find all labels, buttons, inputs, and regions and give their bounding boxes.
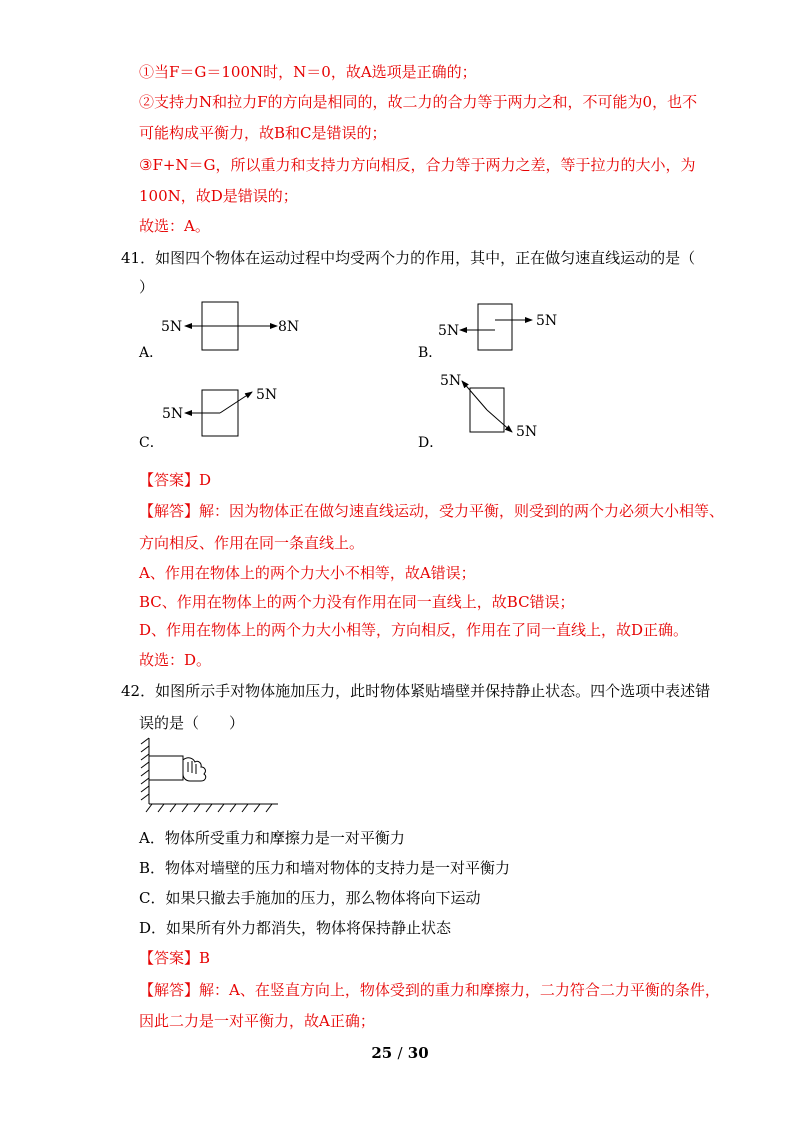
solution-line-4: ③F+N＝G，所以重力和支持力方向相反，合力等于两力之差，等于拉力的大小，为	[139, 156, 696, 174]
q42-analysis-line-2: 因此二力是一对平衡力，故A正确；	[139, 1012, 375, 1030]
solution-line-3: 可能构成平衡力，故B和C是错误的；	[139, 124, 387, 142]
q42-analysis-line-1	[139, 980, 720, 1000]
solution-line-6: 故选：A。	[139, 217, 210, 235]
q42-stem-line-1: 42．如图所示手对物体施加压力，此时物体紧贴墙壁并保持静止状态。四个选项中表述错	[121, 682, 711, 700]
q41-analysis-line-2: 方向相反、作用在同一条直线上。	[139, 534, 365, 552]
q41-option-d-letter: D．	[418, 435, 444, 451]
q41-stem-line-1: 41．如图四个物体在运动过程中均受两个力的作用，其中，正在做匀速直线运动的是（	[121, 249, 696, 267]
q41-a-right-label: 8N	[278, 319, 300, 335]
q41-option-c-letter: C．	[139, 435, 164, 451]
q41-stem-line-2: ）	[139, 278, 155, 296]
q42-analysis-text-1: 解：A、在竖直方向上，物体受到的重力和摩擦力，二力符合二力平衡的条件，	[199, 981, 720, 999]
q42-hand-icon	[183, 758, 206, 781]
q42-ground	[146, 804, 278, 812]
q42-figure-wall-block-hand	[138, 736, 283, 816]
q41-analysis-tag: 【解答】	[139, 502, 200, 520]
q41-c-right-label: 5N	[256, 387, 278, 403]
q41-option-b-letter: B．	[418, 345, 443, 361]
page-separator: /	[397, 1044, 403, 1062]
q41-option-a-letter: A．	[139, 345, 164, 361]
q41-figure-b	[436, 300, 576, 356]
q41-b-left-label: 5N	[438, 323, 460, 339]
q42-wall	[141, 738, 149, 804]
solution-line-2: ②支持力N和拉力F的方向是相同的，故二力的合力等于两力之和，不可能为0，也不	[139, 93, 698, 111]
q41-analysis-line-1	[139, 501, 724, 521]
q41-analysis-line-6: 故选：D。	[139, 651, 212, 669]
q41-analysis-line-5: D、作用在物体上的两个力大小相等，方向相反，作用在了同一直线上，故D正确。	[139, 621, 689, 639]
solution-line-1: ①当F＝G＝100N时，N＝0，故A选项是正确的；	[139, 63, 477, 81]
q41-analysis-line-4: BC、作用在物体上的两个力没有作用在同一直线上，故BC错误；	[139, 593, 575, 611]
page-number	[0, 1044, 800, 1062]
q42-analysis-tag: 【解答】	[139, 981, 200, 999]
q41-figure-c	[160, 382, 290, 442]
q42-option-d: D．如果所有外力都消失，物体将保持静止状态	[139, 919, 452, 937]
q41-d-top-label: 5N	[440, 373, 462, 389]
solution-line-5: 100N，故D是错误的；	[139, 187, 298, 205]
q41-b-right-label: 5N	[536, 313, 558, 329]
q41-figure-d	[436, 370, 546, 440]
page-current: 25	[371, 1044, 393, 1062]
q42-answer: 【答案】B	[139, 949, 211, 967]
page-total: 30	[407, 1044, 429, 1062]
q41-analysis-text-1: 解：因为物体正在做匀速直线运动，受力平衡，则受到的两个力必须大小相等、	[199, 502, 725, 520]
q41-d-bottom-label: 5N	[516, 424, 538, 440]
q42-option-c: C．如果只撤去手施加的压力，那么物体将向下运动	[139, 889, 481, 907]
q42-block	[149, 756, 183, 780]
q42-stem-line-2: 误的是（ ）	[139, 714, 245, 732]
q41-figure-a	[155, 296, 315, 356]
q42-option-b: B．物体对墙壁的压力和墙对物体的支持力是一对平衡力	[139, 859, 511, 877]
q41-c-left-label: 5N	[162, 406, 184, 422]
q42-option-a: A．物体所受重力和摩擦力是一对平衡力	[139, 829, 405, 847]
q41-answer: 【答案】D	[139, 471, 212, 489]
q41-analysis-line-3: A、作用在物体上的两个力大小不相等，故A错误；	[139, 564, 476, 582]
q41-a-left-label: 5N	[161, 319, 183, 335]
q41-b-box	[478, 304, 512, 350]
